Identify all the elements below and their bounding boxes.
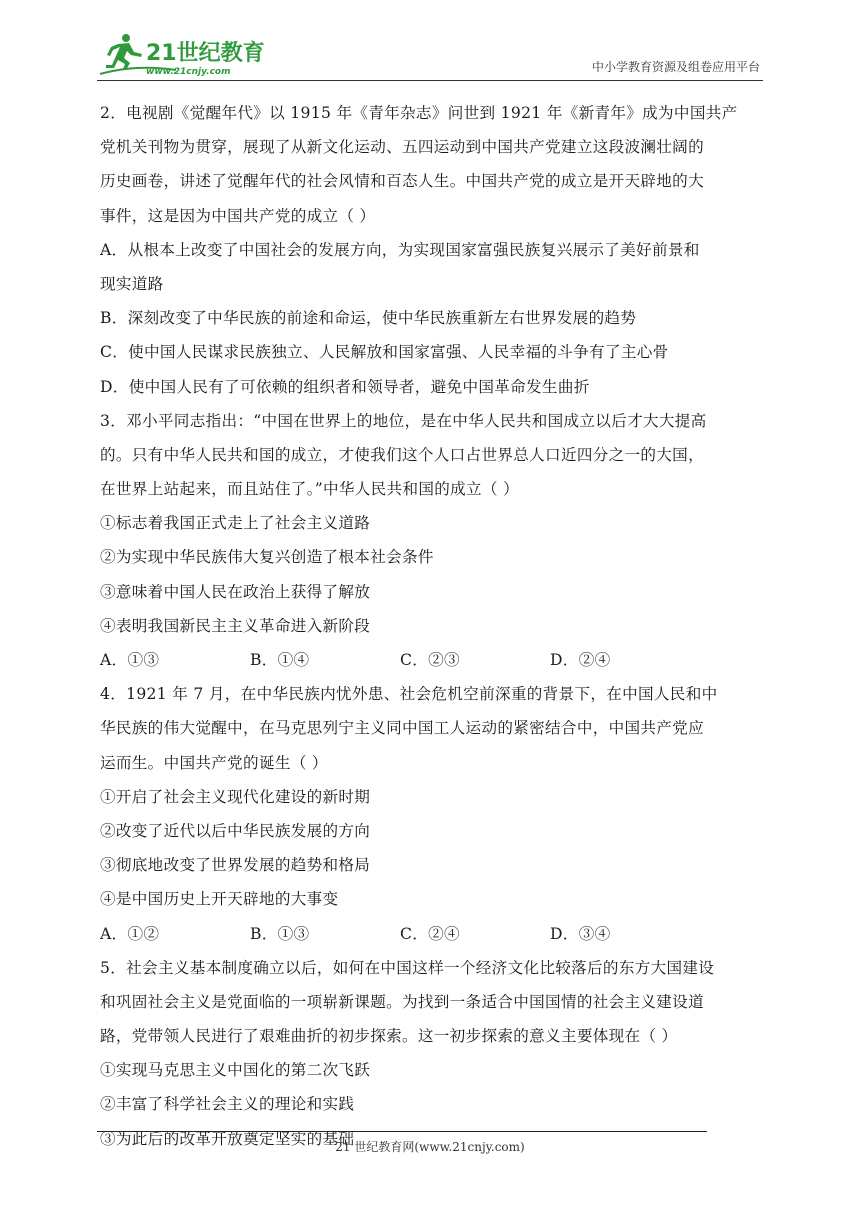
question-line: ②丰富了科学社会主义的理论和实践 (100, 1095, 355, 1114)
answer-option[interactable]: D．②④ (550, 651, 611, 669)
site-logo (96, 30, 266, 80)
question-line: 和巩固社会主义是党面临的一项崭新课题。为找到一条适合中国国情的社会主义建设道 (100, 992, 704, 1011)
answer-option[interactable]: B．①④ (250, 651, 310, 669)
question-line: ③为此后的改革开放奠定坚实的基础 (100, 1129, 355, 1148)
question-line: ③意味着中国人民在政治上获得了解放 (100, 582, 371, 601)
question-line: 3．邓小平同志指出：“中国在世界上的地位，是在中华人民共和国成立以后才大大提高 (100, 411, 707, 430)
header-divider (97, 80, 763, 81)
question-line: ①实现马克思主义中国化的第二次飞跃 (100, 1061, 371, 1080)
question-line: B．深刻改变了中华民族的前途和命运，使中华民族重新左右世界发展的趋势 (100, 309, 637, 328)
question-line: 现实道路 (100, 274, 164, 293)
question-line: ①开启了社会主义现代化建设的新时期 (100, 787, 371, 806)
answer-option[interactable]: D．③④ (550, 924, 611, 943)
answer-option[interactable]: B．①③ (250, 924, 310, 943)
question-block (100, 677, 765, 951)
question-line: 的。只有中华人民共和国的成立，才使我们这个人口占世界总人口近四分之一的大国， (100, 445, 704, 464)
answer-option[interactable]: C．②④ (400, 924, 460, 943)
question-line: 5．社会主义基本制度确立以后，如何在中国这样一个经济文化比较落后的东方大国建设 (100, 958, 715, 977)
logo-url: www.21cnjy.com (146, 67, 231, 77)
answer-option[interactable]: A．①③ (100, 651, 160, 669)
question-line: C．使中国人民谋求民族独立、人民解放和国家富强、人民幸福的斗争有了主心骨 (100, 343, 669, 362)
question-line: ②改变了近代以后中华民族发展的方向 (100, 821, 371, 840)
platform-name: 中小学教育资源及组卷应用平台 (591, 60, 760, 74)
question-line: 党机关刊物为贯穿，展现了从新文化运动、五四运动到中国共产党建立这段波澜壮阔的 (100, 138, 704, 157)
page-footer: 21 世纪教育网(www.21cnjy.com) (335, 1140, 525, 1154)
answer-options (100, 643, 765, 677)
question-line: ②为实现中华民族伟大复兴创造了根本社会条件 (100, 548, 434, 567)
question-block (100, 96, 765, 404)
question-line: A．从根本上改变了中国社会的发展方向，为实现国家富强民族复兴展示了美好前景和 (100, 240, 700, 259)
question-block (100, 951, 765, 1156)
answer-option[interactable]: A．①② (100, 924, 160, 943)
question-line: 在世界上站起来，而且站住了。”中华人民共和国的成立（ ） (100, 480, 519, 499)
runner-icon (106, 34, 142, 70)
question-line: 2．电视剧《觉醒年代》以 1915 年《青年杂志》问世到 1921 年《新青年》成为中国共产 (100, 104, 738, 122)
question-line: ④表明我国新民主主义革命进入新阶段 (100, 616, 371, 635)
answer-option[interactable]: C．②③ (400, 651, 460, 669)
question-line: 历史画卷，讲述了觉醒年代的社会风情和百态人生。中国共产党的成立是开天辟地的大 (100, 172, 704, 191)
question-line: 运而生。中国共产党的诞生（ ） (100, 753, 328, 772)
question-line: D．使中国人民有了可依赖的组织者和领导者，避免中国革命发生曲折 (100, 377, 590, 396)
page-header (0, 0, 860, 84)
footer-divider (97, 1131, 707, 1132)
logo-text: 21世纪教育 (146, 41, 265, 66)
answer-options (100, 917, 765, 951)
question-line: 4．1921 年 7 月，在中华民族内忧外患、社会危机空前深重的背景下，在中国人民和中 (100, 685, 718, 704)
question-line: ③彻底地改变了世界发展的趋势和格局 (100, 856, 371, 875)
question-block (100, 404, 765, 678)
question-line: 事件，这是因为中国共产党的成立（ ） (100, 206, 376, 225)
question-line: 路，党带领人民进行了艰难曲折的初步探索。这一初步探索的意义主要体现在（ ） (100, 1027, 678, 1046)
question-line: ④是中国历史上开天辟地的大事变 (100, 890, 339, 909)
question-line: ①标志着我国正式走上了社会主义道路 (100, 514, 371, 533)
question-line: 华民族的伟大觉醒中，在马克思列宁主义同中国工人运动的紧密结合中，中国共产党应 (100, 719, 704, 738)
question-list (100, 96, 765, 1156)
